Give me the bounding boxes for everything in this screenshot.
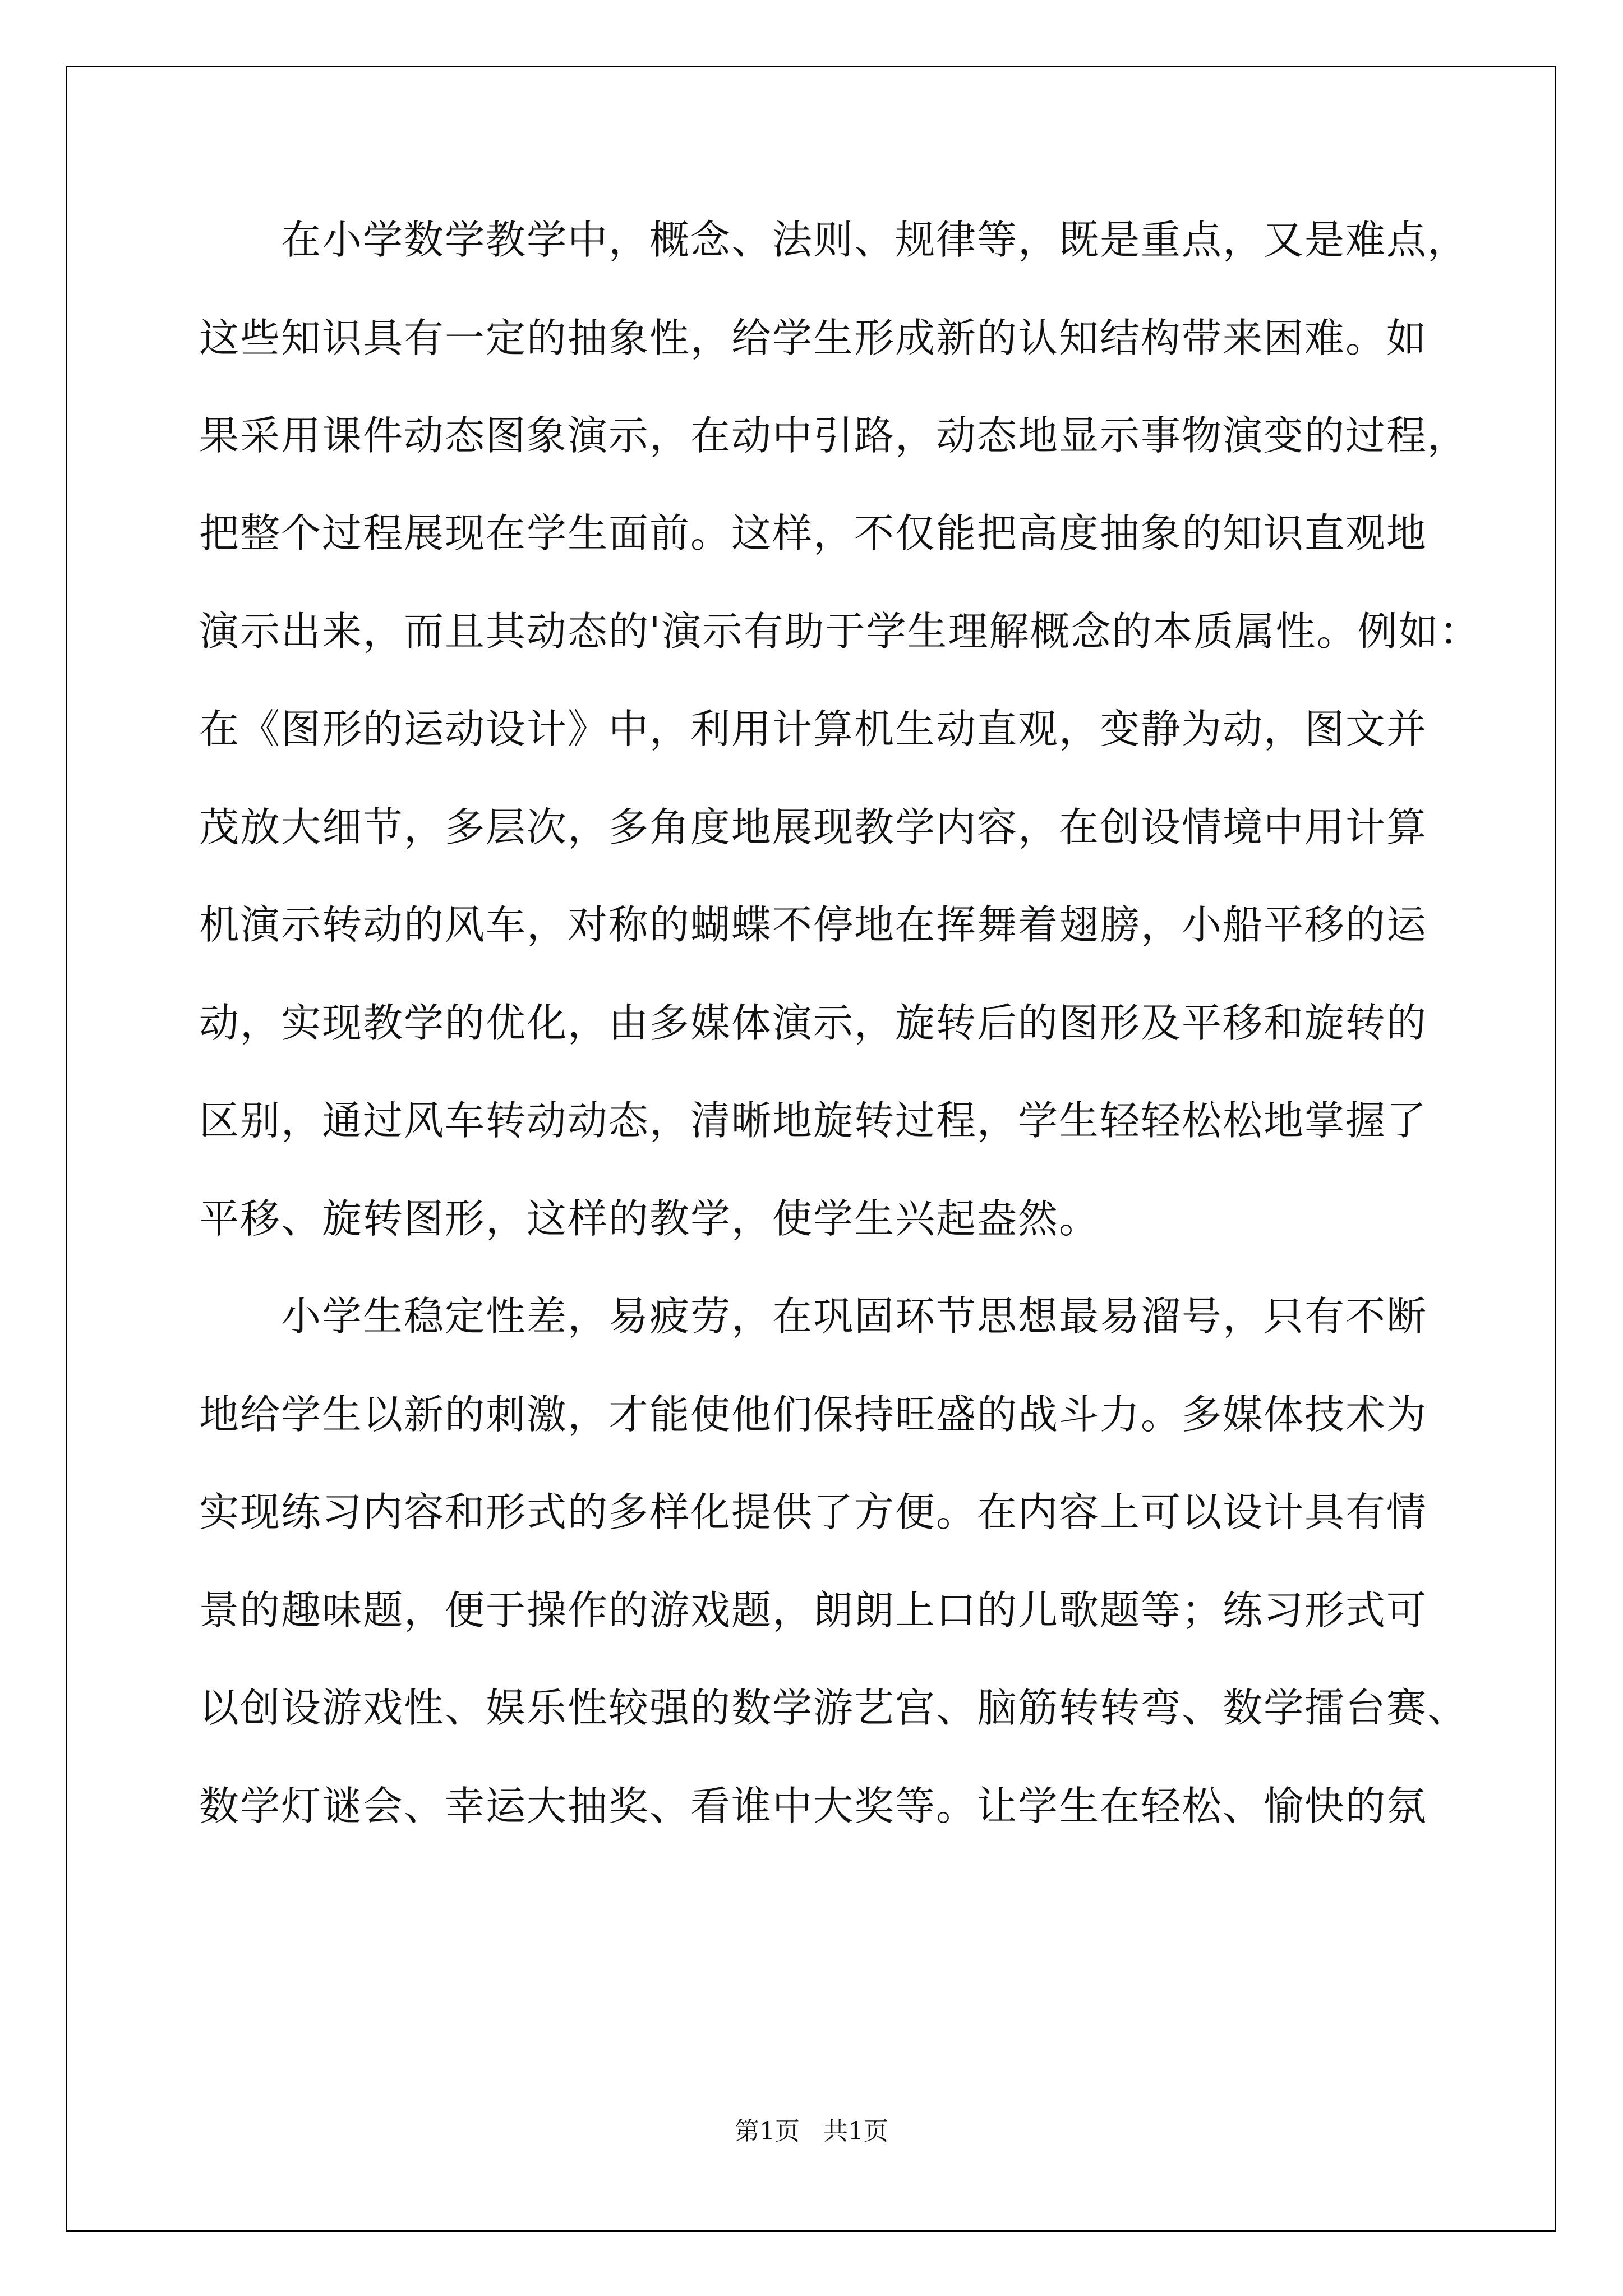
paragraph-1-line-7: 茂放大细节，多层次，多角度地展现教学内容，在创设情境中用计算 [199, 804, 1428, 850]
page-footer [0, 2115, 1623, 2148]
paragraph-2-line-2: 地给学生以新的刺激，才能使他们保持旺盛的战斗力。多媒体技术为 [199, 1391, 1428, 1438]
paragraph-1-line-5: 演示出来，而且其动态的'演示有助于学生理解概念的本质属性。例如： [199, 608, 1481, 655]
footer-total-pages: 共1页 [823, 2117, 888, 2146]
footer-page-number: 第1页 [735, 2117, 800, 2146]
paragraph-2-line-4: 景的趣味题，便于操作的游戏题，朗朗上口的儿歌题等；练习形式可 [199, 1587, 1428, 1634]
paragraph-1-line-1: 在小学数学教学中，概念、法则、规律等，既是重点，又是难点， [199, 217, 1469, 263]
paragraph-2-line-6: 数学灯谜会、幸运大抽奖、看谁中大奖等。让学生在轻松、愉快的氛 [199, 1783, 1428, 1829]
paragraph-1-line-9: 动，实现教学的优化，由多媒体演示，旋转后的图形及平移和旋转的 [199, 1000, 1428, 1046]
paragraph-1-line-8: 机演示转动的风车，对称的蝴蝶不停地在挥舞着翅膀，小船平移的运 [199, 901, 1428, 948]
paragraph-2-line-3: 实现练习内容和形式的多样化提供了方便。在内容上可以设计具有情 [199, 1489, 1428, 1535]
paragraph-2-line-5: 以创设游戏性、娱乐性较强的数学游艺宫、脑筋转转弯、数学擂台赛、 [199, 1685, 1469, 1731]
paragraph-1-line-2: 这些知识具有一定的抽象性，给学生形成新的认知结构带来困难。如 [199, 315, 1428, 361]
paragraph-1-line-10: 区别，通过风车转动动态，清晰地旋转过程，学生轻轻松松地掌握了 [199, 1097, 1428, 1144]
paragraph-1-line-4: 把整个过程展现在学生面前。这样，不仅能把高度抽象的知识直观地 [199, 510, 1428, 556]
paragraph-1-line-6: 在《图形的运动设计》中，利用计算机生动直观，变静为动，图文并 [199, 706, 1428, 752]
page-border [66, 66, 1556, 2232]
paragraph-1-line-3: 果采用课件动态图象演示，在动中引路，动态地显示事物演变的过程， [199, 412, 1469, 459]
paragraph-2-line-1: 小学生稳定性差，易疲劳，在巩固环节思想最易溜号，只有不断 [199, 1293, 1428, 1340]
paragraph-1-line-11: 平移、旋转图形，这样的教学，使学生兴起盎然。 [199, 1195, 1100, 1242]
